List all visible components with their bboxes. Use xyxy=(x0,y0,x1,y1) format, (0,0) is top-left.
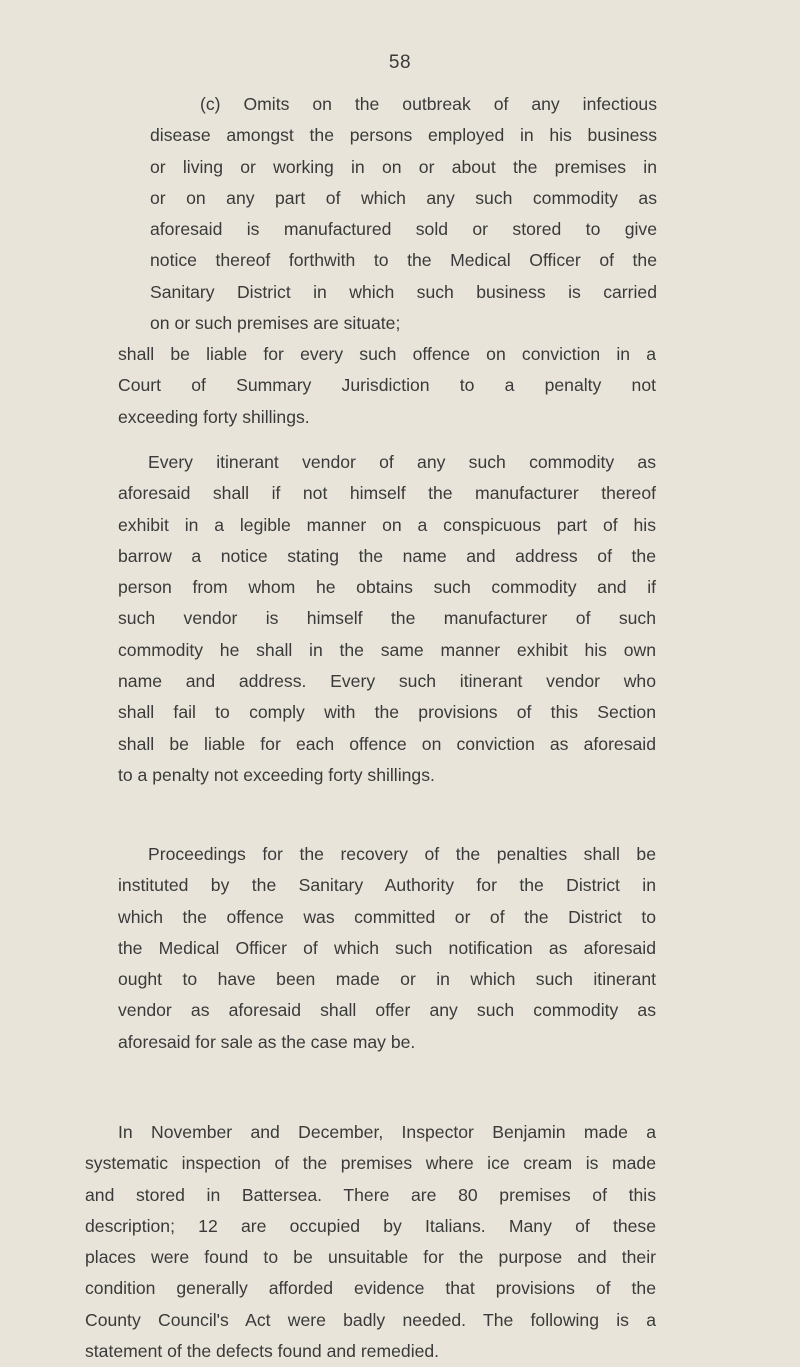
text-line: exhibit in a legible manner on a conspicuous part of his xyxy=(118,514,656,535)
text-line: shall be liable for each offence on conviction as aforesaid xyxy=(118,733,656,754)
text-line: Every itinerant vendor of any such commodity as xyxy=(148,452,656,472)
text-line: Sanitary District in which such business is carried xyxy=(150,281,657,302)
text-line: County Council's Act were badly needed. The following is a xyxy=(85,1309,656,1330)
itinerant-vendor-paragraph xyxy=(118,447,656,791)
text-line: commodity he shall in the same manner exhibit his own xyxy=(118,639,656,660)
text-line: condition generally afforded evidence that provisions of the xyxy=(85,1278,656,1299)
text-line: on or such premises are situate; xyxy=(150,313,401,334)
text-line: disease amongst the persons employed in his business xyxy=(150,125,657,146)
text-line: vendor as aforesaid shall offer any such commodity as xyxy=(118,1000,656,1021)
text-line: systematic inspection of the premises where ice cream is made xyxy=(85,1153,656,1174)
text-line: name and address. Every such itinerant vendor who xyxy=(118,671,656,692)
inspection-paragraph xyxy=(85,1117,656,1367)
text-line: which the offence was committed or of the District to xyxy=(118,906,656,927)
text-line: shall be liable for every such offence on conviction in a xyxy=(118,344,656,364)
page-number: 58 xyxy=(388,52,412,73)
proceedings-paragraph xyxy=(118,839,656,1058)
text-line: barrow a notice stating the name and address of the xyxy=(118,545,656,566)
text-line: such vendor is himself the manufacturer of such xyxy=(118,608,656,629)
text-line: to a penalty not exceeding forty shillings. xyxy=(118,764,435,785)
text-line: person from whom he obtains such commodity and if xyxy=(118,577,656,598)
text-line: aforesaid for sale as the case may be. xyxy=(118,1031,416,1052)
text-line: description; 12 are occupied by Italians. Many of these xyxy=(85,1215,656,1236)
text-line: instituted by the Sanitary Authority for the District in xyxy=(118,875,656,896)
text-line: In November and December, Inspector Benjamin made a xyxy=(118,1122,656,1142)
text-line: shall fail to comply with the provisions of this Section xyxy=(118,702,656,723)
text-line: notice thereof forthwith to the Medical Officer of the xyxy=(150,250,657,271)
text-line: and stored in Battersea. There are 80 premises of this xyxy=(85,1184,656,1205)
text-line: (c) Omits on the outbreak of any infectious xyxy=(200,94,657,114)
clause-c-paragraph xyxy=(150,89,657,339)
text-line: Court of Summary Jurisdiction to a penalty not xyxy=(118,375,656,396)
text-line: aforesaid is manufactured sold or stored to give xyxy=(150,219,657,240)
text-line: ought to have been made or in which such itinerant xyxy=(118,969,656,990)
text-line: aforesaid shall if not himself the manufacturer thereof xyxy=(118,483,656,504)
text-line: Proceedings for the recovery of the penalties shall be xyxy=(148,844,656,864)
text-line: the Medical Officer of which such notification as aforesaid xyxy=(118,937,656,958)
text-line: statement of the defects found and remedied. xyxy=(85,1341,440,1362)
liability-paragraph xyxy=(118,339,656,433)
text-line: places were found to be unsuitable for the purpose and their xyxy=(85,1247,656,1268)
text-line: or living or working in on or about the premises in xyxy=(150,156,657,177)
text-line: exceeding forty shillings. xyxy=(118,406,310,427)
text-line: or on any part of which any such commodity as xyxy=(150,187,657,208)
